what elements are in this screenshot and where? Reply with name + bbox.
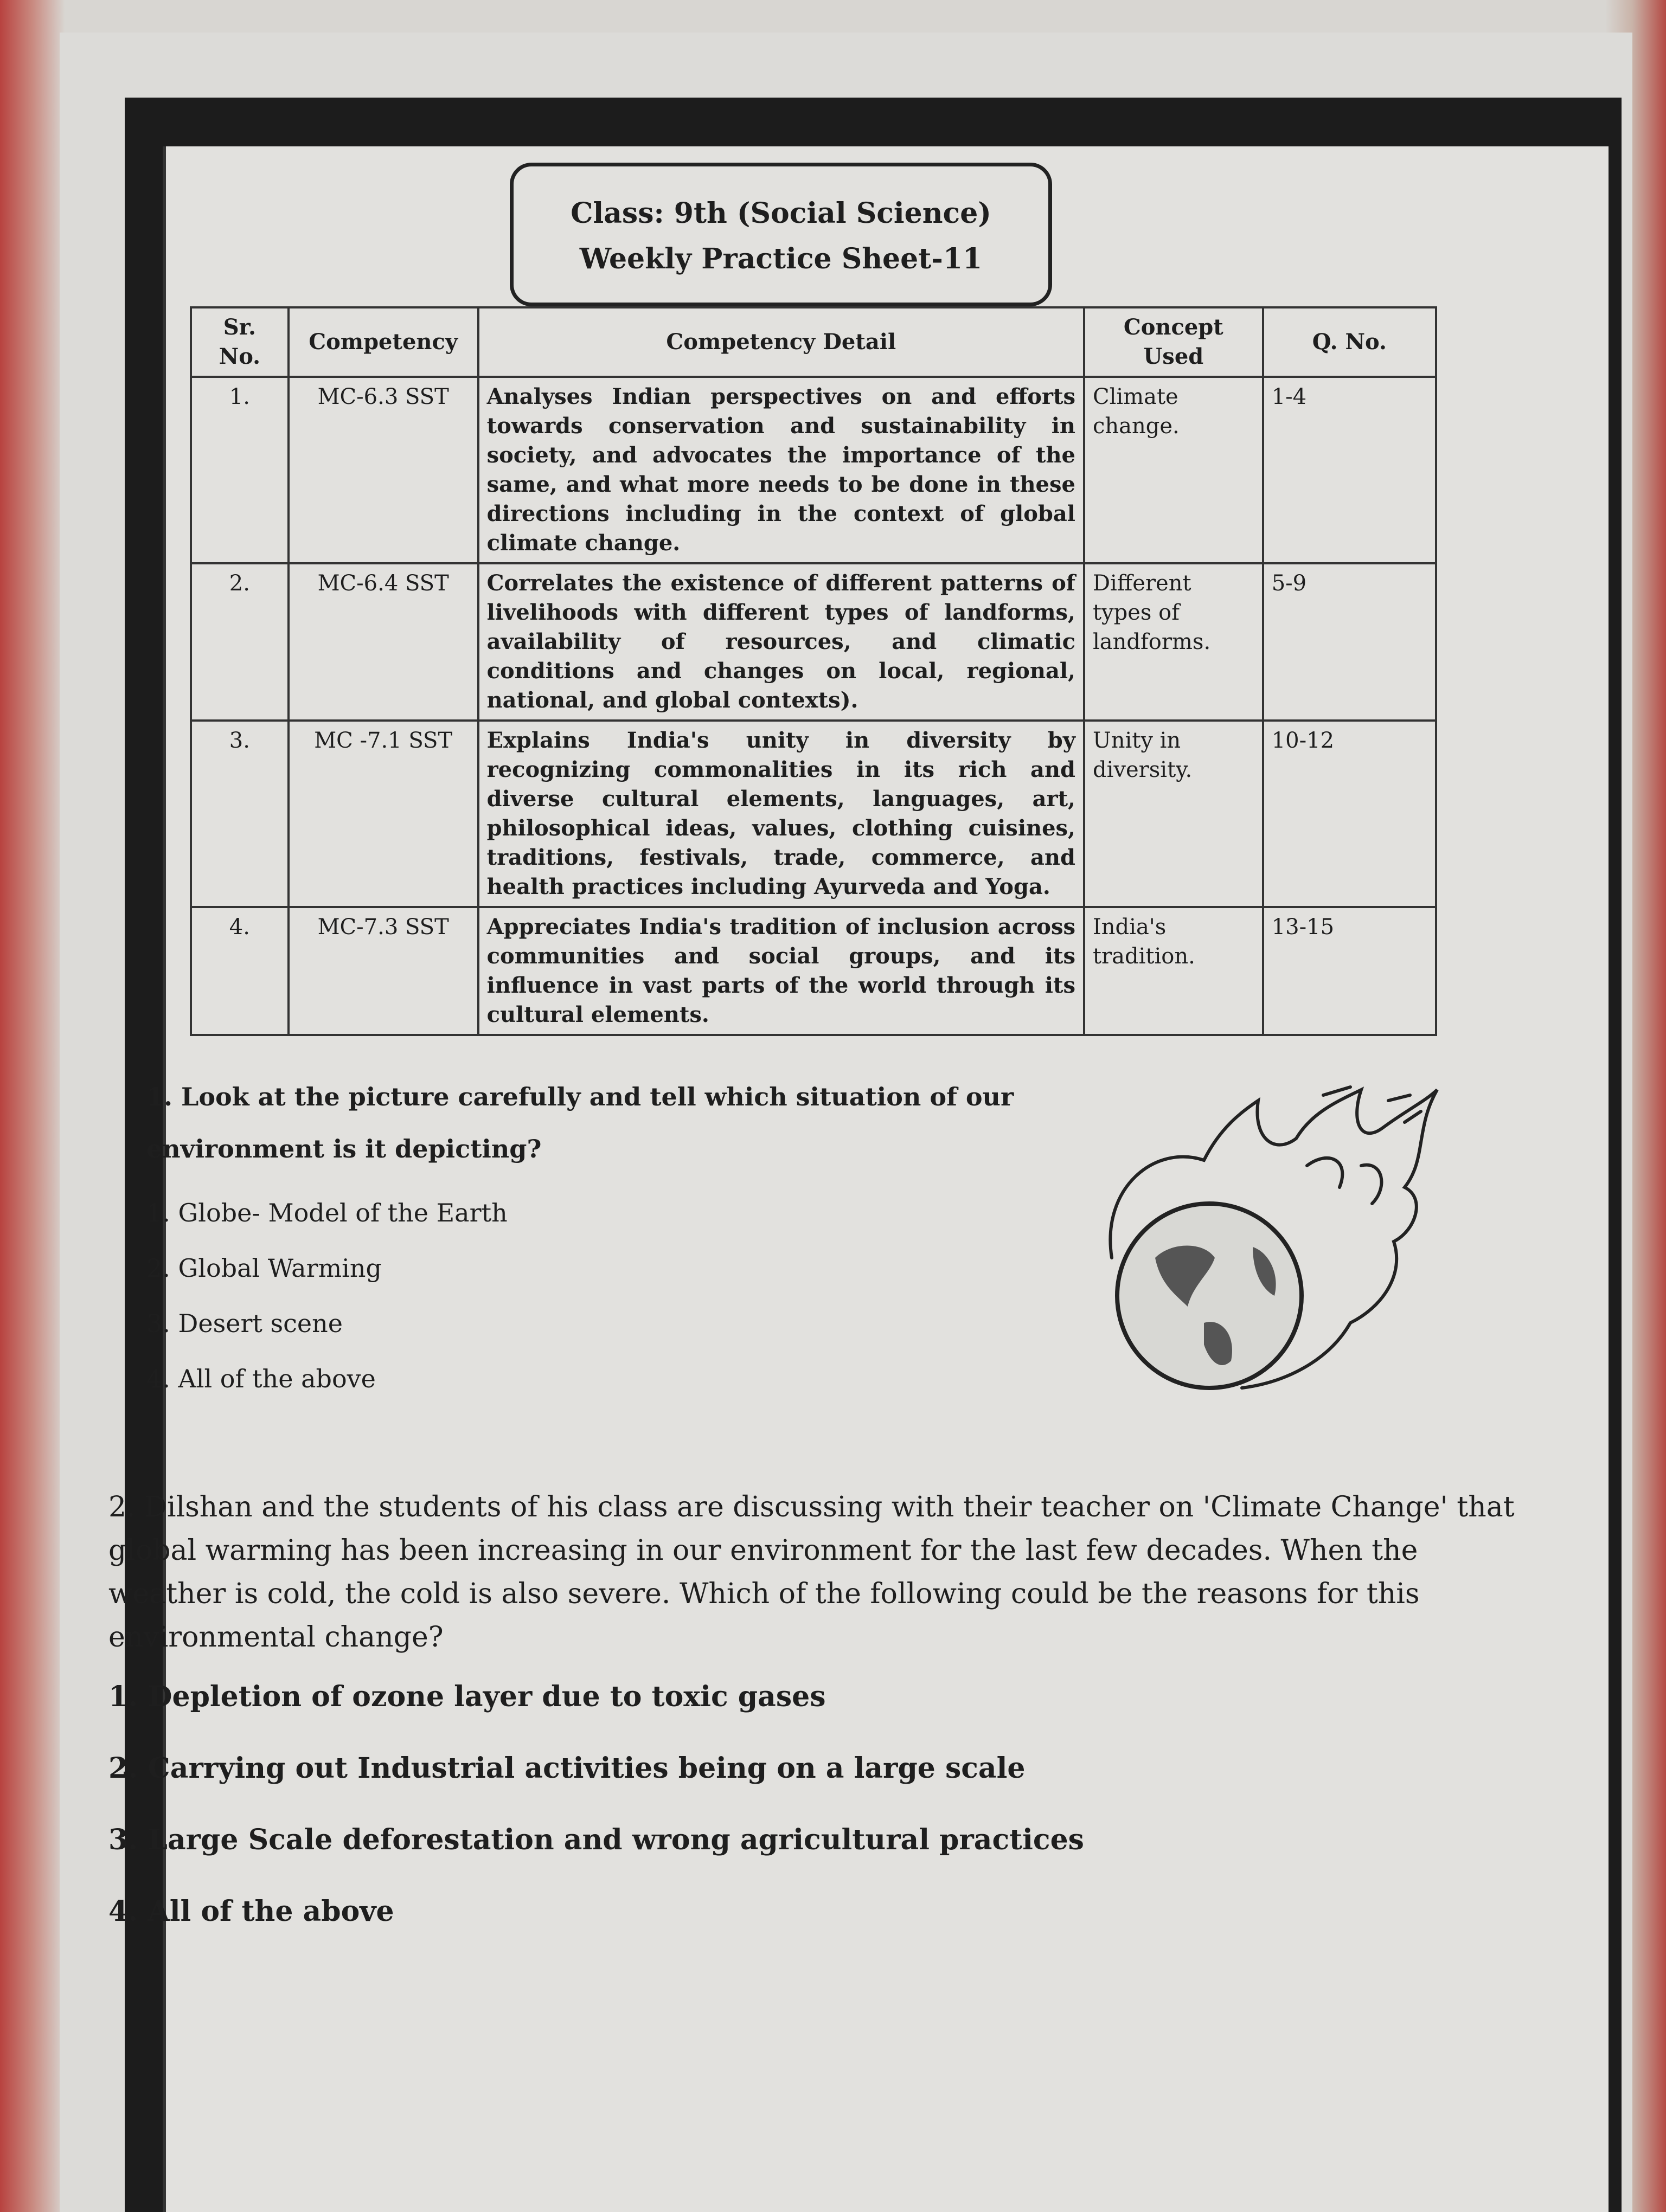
table-row bbox=[191, 721, 1436, 907]
cell-detail: Correlates the existence of different patterns of livelihoods with different types of landforms, availability of resources, and climatic conditions and changes on local, regional, national, and global contexts). bbox=[478, 563, 1084, 721]
cell-sr: 2. bbox=[191, 563, 289, 721]
question-2-options bbox=[108, 1675, 1529, 1933]
table-row bbox=[191, 907, 1436, 1035]
header-competency: Competency bbox=[289, 307, 478, 377]
cell-qno: 10-12 bbox=[1263, 721, 1436, 907]
option: 1. Depletion of ozone layer due to toxic gases bbox=[108, 1680, 826, 1713]
cell-sr: 4. bbox=[191, 907, 289, 1035]
table-row bbox=[191, 377, 1436, 563]
table-header-row bbox=[191, 307, 1436, 377]
option: 3. Desert scene bbox=[146, 1309, 343, 1338]
cell-concept: India's tradition. bbox=[1084, 907, 1263, 1035]
question-1-options bbox=[146, 1197, 1068, 1395]
burning-earth-illustration bbox=[1079, 1079, 1448, 1404]
question-1 bbox=[146, 1071, 1068, 1418]
cell-qno: 13-15 bbox=[1263, 907, 1436, 1035]
header-competency-detail: Competency Detail bbox=[478, 307, 1084, 377]
cell-qno: 1-4 bbox=[1263, 377, 1436, 563]
cell-sr: 1. bbox=[191, 377, 289, 563]
cell-sr: 3. bbox=[191, 721, 289, 907]
cell-detail: Analyses Indian perspectives on and efforts towards conservation and sustainability in society, and advocates the importance of the same, and what more needs to be done in these directions including in the context of global climate change. bbox=[478, 377, 1084, 563]
table-row bbox=[191, 563, 1436, 721]
cell-competency: MC-6.4 SST bbox=[289, 563, 478, 721]
cell-concept: Climate change. bbox=[1084, 377, 1263, 563]
earth-icon bbox=[1117, 1204, 1302, 1388]
title-box bbox=[510, 163, 1052, 306]
competency-table bbox=[190, 306, 1437, 1036]
option: 2. Global Warming bbox=[146, 1253, 382, 1283]
cell-concept: Different types of landforms. bbox=[1084, 563, 1263, 721]
cell-competency: MC-7.3 SST bbox=[289, 907, 478, 1035]
question-2-stem: 2. Dilshan and the students of his class are discussing with their teacher on 'Climate Change' that global warming has been increasing in our environment for the last few decades. When the weather is cold, the cold is also severe. Which of the following could be the reasons for this environmental change? bbox=[108, 1491, 1515, 1654]
header-sr-no: Sr. No. bbox=[191, 307, 289, 377]
option: 4. All of the above bbox=[146, 1364, 376, 1393]
cell-detail: Appreciates India's tradition of inclusion across communities and social groups, and its influence in vast parts of the world through its cultural elements. bbox=[478, 907, 1084, 1035]
option: 3. Large Scale deforestation and wrong agricultural practices bbox=[108, 1823, 1084, 1856]
option: 4. All of the above bbox=[108, 1895, 394, 1928]
question-1-stem: 1. Look at the picture carefully and tell which situation of our environment is it depicting? bbox=[146, 1082, 1014, 1163]
cell-competency: MC -7.1 SST bbox=[289, 721, 478, 907]
class-line: Class: 9th (Social Science) bbox=[571, 197, 991, 230]
header-concept-used: Concept Used bbox=[1084, 307, 1263, 377]
cell-competency: MC-6.3 SST bbox=[289, 377, 478, 563]
cell-qno: 5-9 bbox=[1263, 563, 1436, 721]
cell-detail: Explains India's unity in diversity by recognizing commonalities in its rich and diverse cultural elements, languages, art, philosophical ideas, values, clothing cuisines, traditions, festivals, trade, commerce, and health practices including Ayurveda and Yoga. bbox=[478, 721, 1084, 907]
cell-concept: Unity in diversity. bbox=[1084, 721, 1263, 907]
question-2 bbox=[108, 1486, 1529, 1962]
sheet-title: Weekly Practice Sheet-11 bbox=[579, 242, 983, 275]
header-q-no: Q. No. bbox=[1263, 307, 1436, 377]
option: 1. Globe- Model of the Earth bbox=[146, 1198, 508, 1227]
option: 2. Carrying out Industrial activities being on a large scale bbox=[108, 1752, 1026, 1785]
